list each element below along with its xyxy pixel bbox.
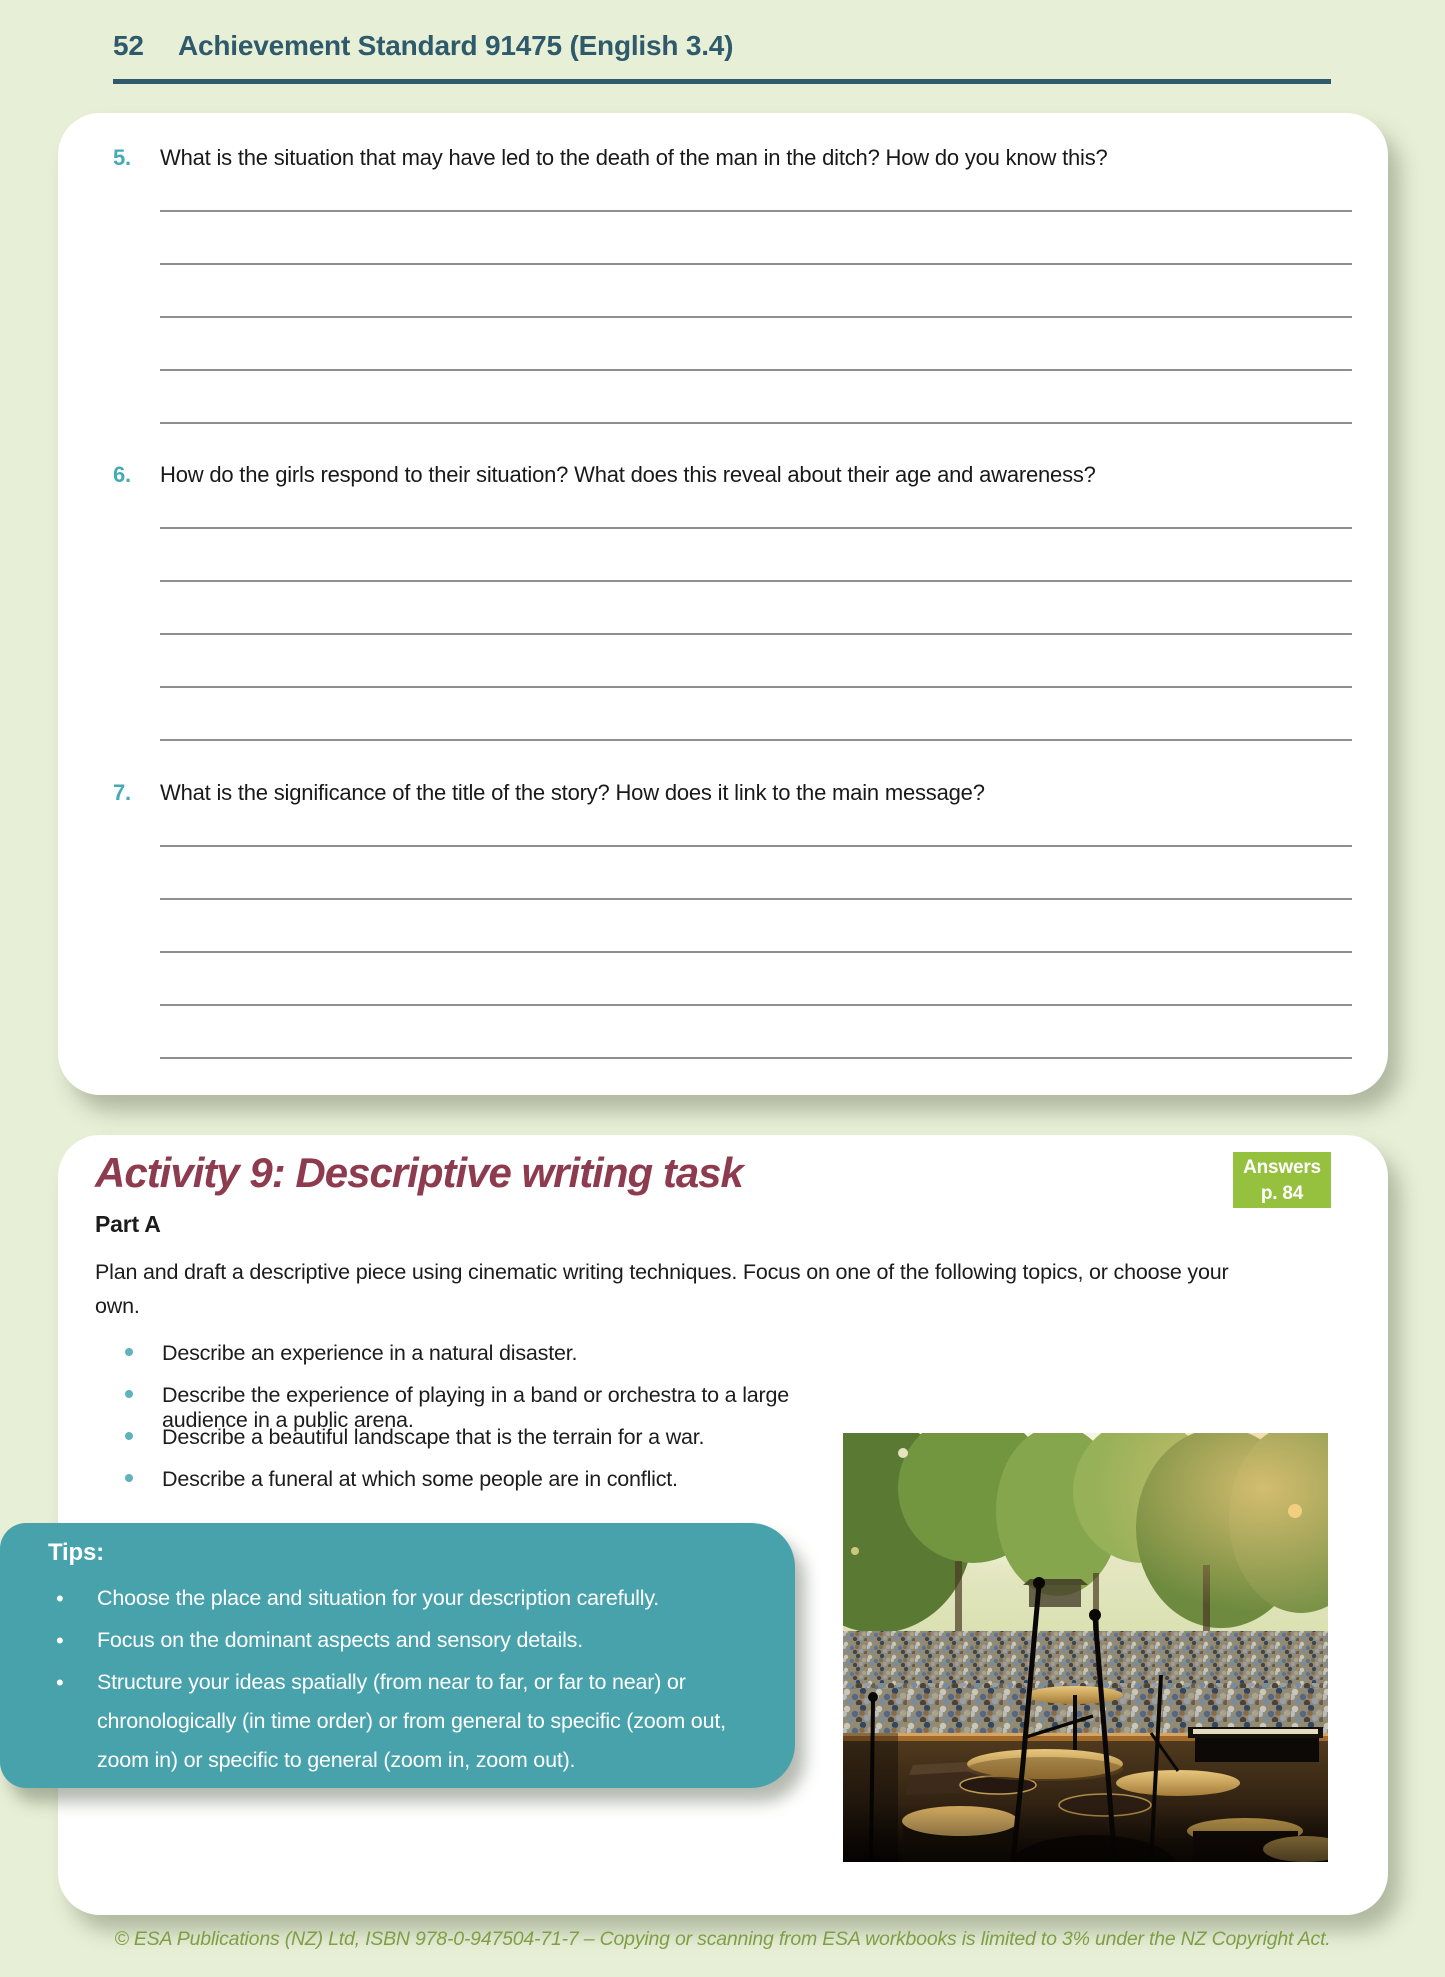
tips-item xyxy=(0,1621,795,1660)
question-6-text: How do the girls respond to their situation? What does this reveal about their age and awareness? xyxy=(160,462,1096,487)
answer-line xyxy=(160,1004,1352,1006)
bullet-dot-icon: • xyxy=(56,1628,64,1653)
tips-item-text: Structure your ideas spatially (from near to far, or far to near) or chronologically (in time order) or from general to specific (zoom out, zoom in) or specific to general (zoom in, zoom out). xyxy=(97,1670,726,1772)
answer-line xyxy=(160,316,1352,318)
bullet-dot-icon xyxy=(125,1432,133,1440)
answer-line xyxy=(160,739,1352,741)
bullet-dot-icon xyxy=(125,1390,133,1398)
answers-badge xyxy=(1233,1152,1331,1208)
answer-line xyxy=(160,1057,1352,1059)
topic-text: Describe the experience of playing in a band or orchestra to a large audience in a public arena. xyxy=(162,1383,790,1432)
question-7-text: What is the significance of the title of the story? How does it link to the main message? xyxy=(160,780,985,805)
bullet-dot-icon xyxy=(125,1348,133,1356)
bullet-dot-icon: • xyxy=(56,1670,64,1695)
topic-text: Describe an experience in a natural disaster. xyxy=(162,1341,578,1365)
copyright-footer: © ESA Publications (NZ) Ltd, ISBN 978-0-947504-71-7 – Copying or scanning from ESA workbooks is limited to 3% under the NZ Copyright Act. xyxy=(114,1928,1331,1950)
tips-list xyxy=(0,1579,795,1783)
answer-line xyxy=(160,369,1352,371)
header-rule xyxy=(113,79,1331,84)
tips-box xyxy=(0,1523,795,1788)
answer-line xyxy=(160,686,1352,688)
answer-line xyxy=(160,263,1352,265)
tips-item xyxy=(0,1663,795,1780)
questions-card xyxy=(58,113,1388,1095)
tips-item-text: Focus on the dominant aspects and sensory details. xyxy=(97,1628,583,1652)
answer-line xyxy=(160,633,1352,635)
question-5-number: 5. xyxy=(113,145,131,170)
page-title: Achievement Standard 91475 (English 3.4) xyxy=(178,30,734,61)
tips-item xyxy=(0,1579,795,1618)
topic-item xyxy=(95,1467,855,1492)
question-5-text: What is the situation that may have led to the death of the man in the ditch? How do you know this? xyxy=(160,145,1108,170)
topic-text: Describe a funeral at which some people are in conflict. xyxy=(162,1467,678,1491)
answer-line xyxy=(160,210,1352,212)
answer-line xyxy=(160,527,1352,529)
question-6-number: 6. xyxy=(113,462,131,487)
tips-heading: Tips: xyxy=(48,1539,104,1566)
photo-sky-and-trees xyxy=(843,1433,1328,1648)
part-a-label: Part A xyxy=(95,1211,161,1237)
answers-badge-label: Answers xyxy=(1243,1157,1321,1178)
topic-text: Describe a beautiful landscape that is the terrain for a war. xyxy=(162,1425,705,1449)
activity-title: Activity 9: Descriptive writing task xyxy=(95,1149,743,1196)
topic-item xyxy=(95,1425,855,1450)
bullet-dot-icon xyxy=(125,1474,133,1482)
bullet-dot-icon: • xyxy=(56,1586,64,1611)
tips-item-text: Choose the place and situation for your description carefully. xyxy=(97,1586,660,1610)
concert-photo xyxy=(843,1433,1328,1862)
answer-line xyxy=(160,898,1352,900)
topic-item xyxy=(95,1341,855,1366)
answers-badge-page: p. 84 xyxy=(1260,1183,1304,1204)
page-number: 52 xyxy=(113,30,144,61)
answer-line xyxy=(160,845,1352,847)
answer-line xyxy=(160,951,1352,953)
answer-line xyxy=(160,580,1352,582)
answer-line xyxy=(160,422,1352,424)
activity-intro: Plan and draft a descriptive piece using cinematic writing techniques. Focus on one of the following topics, or choose your own. xyxy=(95,1260,1229,1318)
question-7-number: 7. xyxy=(113,780,131,805)
